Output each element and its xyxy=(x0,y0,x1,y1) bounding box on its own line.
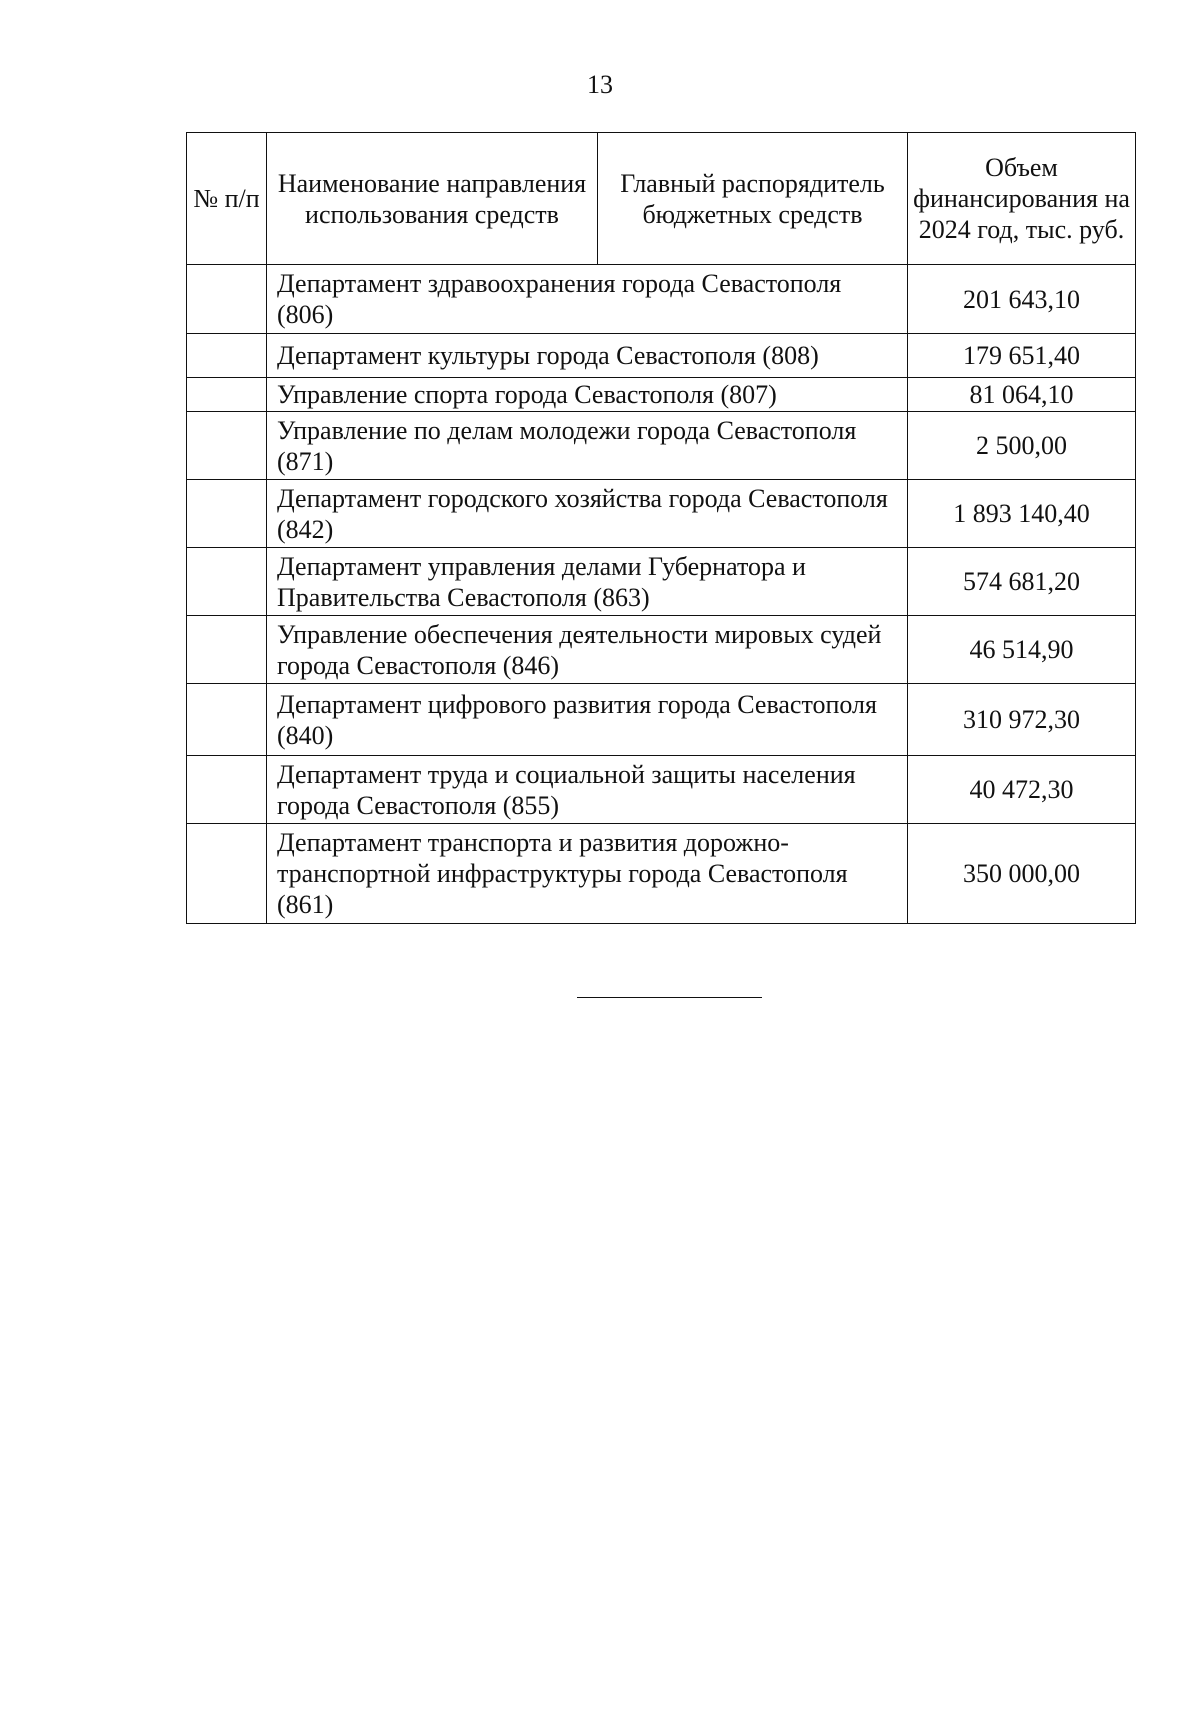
table-row xyxy=(187,378,1136,412)
department-name: Департамент здравоохранения города Севастополя (806) xyxy=(267,265,908,334)
table-row xyxy=(187,412,1136,480)
page-number: 13 xyxy=(587,70,613,99)
funding-amount: 81 064,10 xyxy=(908,378,1136,412)
funding-amount: 201 643,10 xyxy=(908,265,1136,334)
department-name: Департамент труда и социальной защиты населения города Севастополя (855) xyxy=(267,756,908,824)
funding-amount: 574 681,20 xyxy=(908,548,1136,616)
funding-amount: 350 000,00 xyxy=(908,824,1136,924)
table-row xyxy=(187,334,1136,378)
funding-amount: 2 500,00 xyxy=(908,412,1136,480)
row-number xyxy=(187,684,267,756)
row-number xyxy=(187,265,267,334)
table-header-row xyxy=(187,133,1136,265)
table-row xyxy=(187,824,1136,924)
header-direction: Наименование направления использования средств xyxy=(267,133,598,265)
table-row xyxy=(187,616,1136,684)
department-name: Управление спорта города Севастополя (807) xyxy=(267,378,908,412)
funding-table xyxy=(186,132,1136,924)
department-name: Управление по делам молодежи города Севастополя (871) xyxy=(267,412,908,480)
row-number xyxy=(187,480,267,548)
header-administrator: Главный распорядитель бюджетных средств xyxy=(598,133,908,265)
row-number xyxy=(187,412,267,480)
header-amount: Объем финансирования на 2024 год, тыс. руб. xyxy=(908,133,1136,265)
department-name: Департамент управления делами Губернатора и Правительства Севастополя (863) xyxy=(267,548,908,616)
funding-amount: 310 972,30 xyxy=(908,684,1136,756)
header-number: № п/п xyxy=(187,133,267,265)
table-row xyxy=(187,756,1136,824)
table-row xyxy=(187,684,1136,756)
department-name: Департамент культуры города Севастополя (808) xyxy=(267,334,908,378)
department-name: Департамент транспорта и развития дорожно-транспортной инфраструктуры города Севастополя (861) xyxy=(267,824,908,924)
funding-amount: 40 472,30 xyxy=(908,756,1136,824)
row-number xyxy=(187,824,267,924)
row-number xyxy=(187,548,267,616)
funding-amount: 179 651,40 xyxy=(908,334,1136,378)
row-number xyxy=(187,378,267,412)
row-number xyxy=(187,756,267,824)
table-row xyxy=(187,480,1136,548)
table-row xyxy=(187,548,1136,616)
table-row xyxy=(187,265,1136,334)
end-of-document-line xyxy=(577,997,762,998)
row-number xyxy=(187,334,267,378)
row-number xyxy=(187,616,267,684)
department-name: Департамент цифрового развития города Севастополя (840) xyxy=(267,684,908,756)
department-name: Департамент городского хозяйства города Севастополя (842) xyxy=(267,480,908,548)
funding-amount: 46 514,90 xyxy=(908,616,1136,684)
department-name: Управление обеспечения деятельности мировых судей города Севастополя (846) xyxy=(267,616,908,684)
funding-amount: 1 893 140,40 xyxy=(908,480,1136,548)
